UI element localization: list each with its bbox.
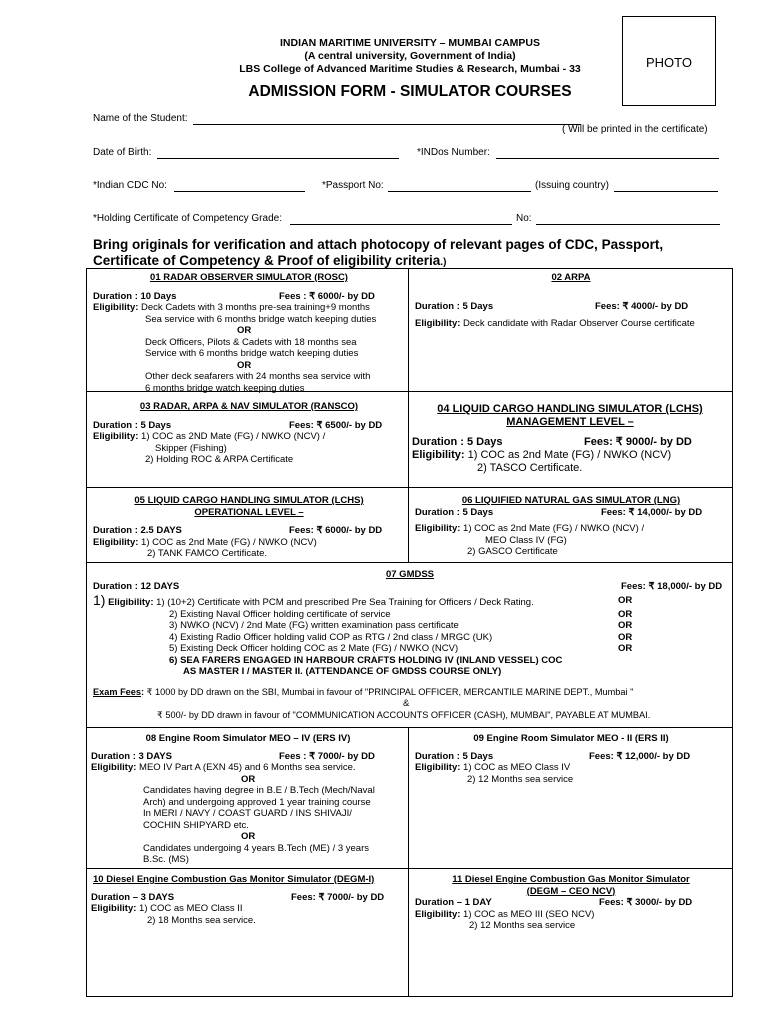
- course-01-rosc: [93, 272, 405, 394]
- course-04-eligibility-row: [412, 449, 728, 462]
- passport-input[interactable]: [388, 191, 531, 192]
- dob-input[interactable]: [157, 158, 399, 159]
- eligibility-text: 2) TASCO Certificate.: [477, 462, 583, 474]
- instruction-line1: Bring originals for verification and attach photocopy of relevant pages of CDC, Passport,: [93, 237, 664, 252]
- course-05-lchs-operational: [93, 495, 405, 560]
- course-01-title: 01 RADAR OBSERVER SIMULATOR (ROSC): [150, 272, 348, 283]
- course-04-title-level: MANAGEMENT LEVEL –: [506, 416, 634, 428]
- course-09-title: 09 Engine Room Simulator MEO - II (ERS II): [473, 733, 669, 744]
- name-note: ( Will be printed in the certificate): [562, 124, 708, 135]
- course-10-title: 10 Diesel Engine Combustion Gas Monitor Simulator (DEGM-I): [93, 874, 375, 885]
- course-09-fees: Fees: ₹ 12,000/- by DD: [589, 750, 691, 762]
- coc-grade-label: *Holding Certificate of Competency Grade:: [93, 213, 282, 224]
- eligibility-label: Eligibility:: [415, 908, 461, 920]
- course-08-ers-iv: [91, 733, 405, 866]
- eligibility-text: 6 months bridge watch keeping duties: [145, 382, 305, 394]
- course-03-eligibility-row: [93, 431, 405, 443]
- eligibility-text: 1) COC as 2nd Mate (FG) / NWKO (NCV): [141, 536, 317, 548]
- row-divider: [86, 727, 733, 728]
- course-06-duration: Duration : 5 Days: [415, 506, 494, 518]
- course-02-duration-row: [415, 301, 727, 313]
- instruction-line2-text: Certificate of Competency & Proof of eligibility criteria: [93, 253, 441, 268]
- student-name-label: Name of the Student:: [93, 113, 188, 124]
- cdc-input[interactable]: [174, 191, 305, 192]
- indos-input[interactable]: [496, 158, 719, 159]
- list-marker: 1): [93, 592, 106, 608]
- exam-fees-row: Exam Fees: ₹ 1000 by DD drawn on the SBI, Mumbai in favour of "PRINCIPAL OFFICER, MERCANTILE MARINE DEPT., Mumbai ": [93, 686, 634, 697]
- course-07-item-5: [93, 643, 727, 655]
- course-01-duration: Duration : 10 Days: [93, 290, 177, 302]
- course-10-fees: Fees: ₹ 7000/- by DD: [291, 891, 385, 903]
- course-04-title: 04 LIQUID CARGO HANDLING SIMULATOR (LCHS): [437, 403, 703, 415]
- course-07-fees: Fees: ₹ 18,000/- by DD: [621, 580, 723, 592]
- coc-no-input[interactable]: [536, 224, 720, 225]
- eligibility-text: 2) 18 Months sea service.: [147, 914, 256, 926]
- dob-label: Date of Birth:: [93, 147, 152, 158]
- college-name: LBS College of Advanced Maritime Studies & Research, Mumbai - 33: [239, 63, 581, 75]
- course-11-fees: Fees: ₹ 3000/- by DD: [599, 897, 693, 908]
- course-05-duration: Duration : 2.5 DAYS: [93, 525, 182, 536]
- eligibility-text: Skipper (Fishing): [155, 442, 227, 454]
- eligibility-label: Eligibility:: [415, 318, 461, 329]
- eligibility-text: 1) (10+2) Certificate with PCM and prescribed Pre Sea Training for Officers / Deck Rating.: [156, 597, 534, 608]
- university-subtitle: (A central university, Government of India): [304, 50, 516, 62]
- cdc-label: *Indian CDC No:: [93, 180, 167, 191]
- eligibility-label: Eligibility:: [91, 903, 137, 914]
- or-separator: OR: [618, 608, 633, 620]
- photo-label: PHOTO: [646, 55, 692, 70]
- exam-fees-line2: ₹ 500/- by DD drawn in favour of "COMMUNICATION ACCOUNTS OFFICER (CASH), MUMBAI", PAYABLE AT MUMBAI.: [157, 709, 651, 720]
- table-left-border: [86, 268, 87, 996]
- eligibility-text: COCHIN SHIPYARD etc.: [143, 819, 249, 831]
- course-11-title: 11 Diesel Engine Combustion Gas Monitor Simulator: [452, 874, 690, 885]
- exam-fees-line1: ₹ 1000 by DD drawn on the SBI, Mumbai in favour of "PRINCIPAL OFFICER, MERCANTILE MARINE DEPT., Mumbai ": [146, 686, 634, 697]
- course-05-duration-row: [93, 525, 405, 537]
- issuing-country-input[interactable]: [614, 191, 718, 192]
- eligibility-label: Eligibility:: [108, 597, 154, 608]
- course-03-title: 03 RADAR, ARPA & NAV SIMULATOR (RANSCO): [139, 401, 359, 412]
- form-title: ADMISSION FORM - SIMULATOR COURSES: [248, 83, 572, 100]
- table-bottom-border: [86, 996, 733, 997]
- eligibility-label: Eligibility:: [415, 523, 461, 534]
- eligibility-text: 1) COC as MEO III (SEO NCV): [463, 908, 595, 920]
- course-03-duration-row: [93, 420, 405, 432]
- course-08-duration-row: [91, 751, 405, 763]
- course-02-eligibility-row: [415, 318, 727, 330]
- eligibility-text: 2) 12 Months sea service: [467, 773, 574, 785]
- table-top-border: [86, 268, 733, 269]
- eligibility-text: MEO Class IV (FG): [485, 534, 567, 546]
- course-01-eligibility-row: [93, 302, 405, 314]
- or-separator: OR: [618, 631, 633, 643]
- eligibility-text: Arch) and undergoing approved 1 year training course: [143, 796, 371, 808]
- course-06-title: 06 LIQUIFIED NATURAL GAS SIMULATOR (LNG): [461, 495, 681, 506]
- row-divider: [86, 487, 733, 488]
- or-separator: OR: [618, 595, 633, 606]
- eligibility-text: 2) TANK FAMCO Certificate.: [147, 548, 268, 559]
- course-02-title: 02 ARPA: [551, 272, 591, 283]
- course-11-duration: Duration – 1 DAY: [415, 897, 492, 908]
- course-10-duration: Duration – 3 DAYS: [91, 891, 175, 903]
- eligibility-text: 1) COC as 2ND Mate (FG) / NWKO (NCV) /: [141, 431, 326, 442]
- table-right-border: [732, 268, 733, 996]
- eligibility-text: Deck candidate with Radar Observer Course certificate: [463, 318, 695, 329]
- course-03-fees: Fees: ₹ 6500/- by DD: [289, 419, 383, 431]
- course-08-fees: Fees : ₹ 7000/- by DD: [279, 750, 375, 762]
- course-06-lng: [415, 495, 727, 558]
- or-separator: OR: [618, 620, 633, 631]
- course-09-duration: Duration : 5 Days: [415, 750, 494, 762]
- course-03-ransco: [93, 401, 405, 466]
- course-07-duration-row: [93, 581, 727, 593]
- course-02-arpa: [415, 272, 727, 330]
- course-11-eligibility-row: [415, 909, 727, 921]
- course-04-fees: Fees: ₹ 9000/- by DD: [584, 436, 692, 448]
- course-07-title: 07 GMDSS: [385, 569, 435, 580]
- student-name-input[interactable]: [193, 124, 581, 125]
- course-10-degm-i: [91, 874, 405, 926]
- eligibility-text: In MERI / NAVY / COAST GUARD / INS SHIVAJI/: [143, 808, 352, 819]
- eligibility-text: 2) Holding ROC & ARPA Certificate: [145, 454, 294, 465]
- eligibility-text: 2) 12 Months sea service: [469, 920, 576, 931]
- course-09-duration-row: [415, 751, 727, 763]
- or-separator: OR: [237, 325, 252, 336]
- course-01-duration-row: [93, 291, 405, 303]
- column-divider: [408, 268, 409, 562]
- course-07-gmdss: [93, 569, 727, 721]
- eligibility-text: Sea service with 6 months bridge watch keeping duties: [145, 313, 377, 325]
- course-04-duration: Duration : 5 Days: [412, 436, 503, 448]
- eligibility-text: 5) Existing Deck Officer holding COC as 2 Mate (FG) / NWKO (NCV): [169, 643, 459, 654]
- course-04-lchs-management: [412, 403, 728, 475]
- eligibility-text: 1) COC as MEO Class II: [139, 903, 243, 914]
- eligibility-text: 4) Existing Radio Officer holding valid COP as RTG / 2nd class / MRGC (UK): [169, 631, 493, 643]
- course-05-eligibility-row: [93, 537, 405, 549]
- course-11-degm-ceo: [415, 874, 727, 932]
- exam-fees-label: Exam Fees: [93, 686, 142, 697]
- eligibility-label: Eligibility:: [91, 762, 137, 773]
- course-01-fees: Fees : ₹ 6000/- by DD: [279, 290, 375, 302]
- row-divider: [86, 868, 733, 869]
- eligibility-label: Eligibility:: [415, 762, 461, 773]
- course-11-duration-row: [415, 897, 727, 909]
- eligibility-text: 1) COC as MEO Class IV: [463, 762, 571, 773]
- eligibility-text: MEO IV Part A (EXN 45) and 6 Months sea service.: [139, 762, 356, 773]
- indos-label: *INDos Number:: [417, 147, 490, 158]
- coc-grade-input[interactable]: [290, 224, 512, 225]
- course-08-duration: Duration : 3 DAYS: [91, 750, 172, 762]
- column-divider: [408, 727, 409, 996]
- course-09-ers-ii: [415, 733, 727, 785]
- course-05-fees: Fees: ₹ 6000/- by DD: [289, 525, 383, 536]
- course-02-fees: Fees: ₹ 4000/- by DD: [595, 300, 689, 312]
- eligibility-label: Eligibility:: [93, 431, 139, 442]
- eligibility-text: 2) GASCO Certificate: [467, 546, 558, 557]
- instruction-line2-tail: .): [440, 257, 447, 268]
- course-06-eligibility-row: [415, 523, 727, 535]
- course-08-eligibility-row: [91, 762, 405, 774]
- course-10-duration-row: [91, 892, 405, 904]
- course-07-duration: Duration : 12 DAYS: [93, 580, 180, 592]
- course-03-duration: Duration : 5 Days: [93, 419, 172, 431]
- eligibility-text: Candidates undergoing 4 years B.Tech (ME) / 3 years: [143, 842, 370, 854]
- issuing-country-label: (Issuing country): [535, 180, 609, 191]
- or-separator: OR: [618, 643, 633, 654]
- course-09-eligibility-row: [415, 762, 727, 774]
- eligibility-text: Deck Officers, Pilots & Cadets with 18 months sea: [145, 336, 357, 348]
- course-07-item-3: [93, 620, 727, 632]
- course-10-eligibility-row: [91, 903, 405, 915]
- eligibility-label: Eligibility:: [93, 302, 139, 313]
- eligibility-text: 1) COC as 2nd Mate (FG) / NWKO (NCV) /: [463, 523, 645, 534]
- course-06-fees: Fees: ₹ 14,000/- by DD: [601, 506, 703, 518]
- eligibility-text: B.Sc. (MS): [143, 854, 189, 865]
- or-separator: OR: [237, 359, 252, 371]
- passport-label: *Passport No:: [322, 180, 384, 191]
- course-07-item-2: [93, 609, 727, 621]
- eligibility-text: Service with 6 months bridge watch keeping duties: [145, 348, 359, 359]
- course-07-item-6: 6) SEA FARERS ENGAGED IN HARBOUR CRAFTS HOLDING IV (INLAND VESSEL) COC: [169, 654, 563, 666]
- course-07-item-6-cont: AS MASTER I / MASTER II. (ATTENDANCE OF GMDSS COURSE ONLY): [183, 666, 502, 677]
- course-07-item-1: [93, 592, 727, 609]
- university-name: INDIAN MARITIME UNIVERSITY – MUMBAI CAMPUS: [280, 37, 540, 49]
- course-05-title: 05 LIQUID CARGO HANDLING SIMULATOR (LCHS): [134, 495, 364, 506]
- eligibility-text: 3) NWKO (NCV) / 2nd Mate (FG) written examination pass certificate: [169, 620, 459, 631]
- or-separator: OR: [241, 831, 256, 842]
- eligibility-text: 1) COC as 2nd Mate (FG) / NWKO (NCV): [467, 449, 672, 461]
- row-divider: [86, 562, 733, 563]
- course-02-duration: Duration : 5 Days: [415, 300, 494, 312]
- eligibility-text: Other deck seafarers with 24 months sea service with: [145, 371, 371, 382]
- eligibility-label: Eligibility:: [93, 536, 139, 548]
- or-separator: OR: [241, 773, 256, 785]
- eligibility-text: Deck Cadets with 3 months pre-sea training+9 months: [141, 302, 370, 313]
- course-08-title: 08 Engine Room Simulator MEO – IV (ERS IV): [145, 733, 351, 744]
- eligibility-label: Eligibility:: [412, 449, 465, 461]
- eligibility-text: 2) Existing Naval Officer holding certificate of service: [169, 608, 391, 620]
- coc-no-label: No:: [516, 213, 532, 224]
- course-04-duration-row: [412, 436, 728, 449]
- eligibility-text: Candidates having degree in B.E / B.Tech (Mech/Naval: [143, 785, 375, 796]
- course-07-item-4: [93, 632, 727, 644]
- course-11-title-cont: (DEGM – CEO NCV): [526, 885, 616, 897]
- course-05-title-level: OPERATIONAL LEVEL –: [194, 506, 304, 518]
- ampersand: &: [403, 698, 410, 709]
- course-06-duration-row: [415, 507, 727, 519]
